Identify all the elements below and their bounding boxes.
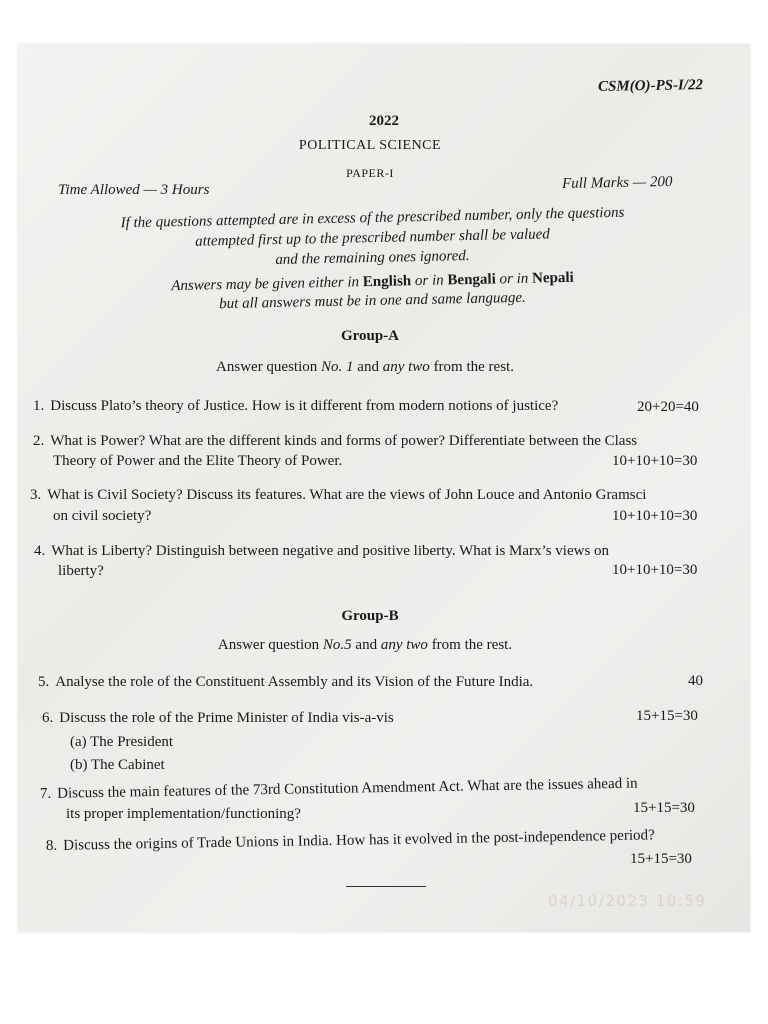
lang-mid-1: or in [414, 272, 444, 290]
question-text: Discuss the role of the Prime Minister of India vis-a-vis [59, 710, 394, 726]
question-3-line-2: on civil society? [53, 508, 152, 524]
question-number: 8. [45, 837, 58, 854]
question-5-marks: 40 [688, 673, 703, 689]
lang-english: English [362, 273, 412, 291]
paper-number: PAPER-I [346, 166, 394, 180]
instr-number: No.5 [322, 637, 352, 653]
group-a-instruction [0, 359, 730, 376]
instr-number: No. 1 [321, 359, 354, 375]
instr-post: from the rest. [431, 637, 513, 653]
subject-title: POLITICAL SCIENCE [298, 138, 442, 153]
question-2-marks: 10+10+10=30 [612, 453, 698, 469]
question-text: What is Liberty? Distinguish between negative and positive liberty. What is Marx’s views on [51, 543, 610, 559]
question-5 [38, 674, 533, 691]
lang-pre: Answers may be given either in [171, 274, 360, 295]
question-7-line-2: its proper implementation/functioning? [66, 806, 301, 822]
question-6-sub-a: (a) The President [70, 734, 174, 750]
instr-mid: and [355, 637, 378, 653]
question-number: 4. [34, 543, 46, 559]
question-4-marks: 10+10+10=30 [612, 562, 698, 578]
instr-any: any two [380, 637, 428, 653]
instruction-line-3: and the remaining ones ignored. [275, 247, 470, 269]
lang-bengali: Bengali [447, 271, 496, 289]
instr-any: any two [382, 359, 430, 375]
question-text: What is Civil Society? Discuss its features. What are the views of John Louce and Antonio Gramsci [47, 487, 647, 503]
question-number: 7. [39, 785, 52, 802]
question-number: 5. [38, 674, 50, 690]
lang-mid-2: or in [499, 270, 529, 288]
photo-timestamp: 04/10/2023 10:59 [548, 892, 707, 910]
full-marks: Full Marks — 200 [561, 174, 673, 192]
instruction-line-2: attempted first up to the prescribed number shall be valued [194, 226, 551, 250]
lang-nepali: Nepali [531, 269, 574, 287]
question-number: 3. [30, 487, 42, 503]
instr-pre: Answer question [217, 637, 320, 653]
question-text: Discuss the origins of Trade Unions in India. How has it evolved in the post-independence period? [63, 827, 655, 854]
question-1 [33, 398, 558, 415]
question-number: 6. [42, 710, 54, 726]
question-text: What is Power? What are the different kinds and forms of power? Differentiate between the Class [50, 433, 638, 449]
instr-mid: and [357, 359, 379, 375]
question-7-marks: 15+15=30 [633, 800, 695, 816]
question-6-marks: 15+15=30 [636, 708, 698, 724]
question-2-line-2: Theory of Power and the Elite Theory of Power. [53, 453, 343, 469]
question-1-marks: 20+20=40 [637, 399, 699, 415]
paper-code: CSM(O)-PS-I/22 [597, 77, 704, 95]
question-3 [30, 487, 646, 504]
instr-pre: Answer question [216, 359, 318, 375]
question-text: Discuss the main features of the 73rd Constitution Amendment Act. What are the issues ahead in [57, 775, 638, 802]
instr-post: from the rest. [433, 359, 514, 375]
time-allowed: Time Allowed — 3 Hours [58, 182, 210, 198]
question-4-line-2: liberty? [58, 563, 104, 579]
language-instruction-line-2: but all answers must be in one and same language. [219, 289, 526, 313]
instruction-line-1: If the questions attempted are in excess of the prescribed number, only the questions [120, 204, 625, 232]
exam-year: 2022 [369, 113, 399, 129]
question-text: Analyse the role of the Constituent Assembly and its Vision of the Future India. [55, 674, 534, 690]
question-6-sub-b: (b) The Cabinet [70, 757, 165, 773]
question-number: 2. [33, 433, 45, 449]
group-b-title: Group-B [341, 608, 399, 624]
question-text: Discuss Plato’s theory of Justice. How is it different from modern notions of justice? [50, 398, 559, 414]
end-divider [346, 886, 426, 887]
question-3-marks: 10+10+10=30 [612, 508, 698, 524]
question-8-marks: 15+15=30 [630, 851, 692, 867]
group-b-instruction [0, 637, 730, 654]
question-number: 1. [33, 398, 45, 414]
question-4 [34, 543, 609, 560]
group-a-title: Group-A [340, 328, 400, 344]
question-6 [42, 710, 394, 727]
question-2 [33, 433, 637, 450]
